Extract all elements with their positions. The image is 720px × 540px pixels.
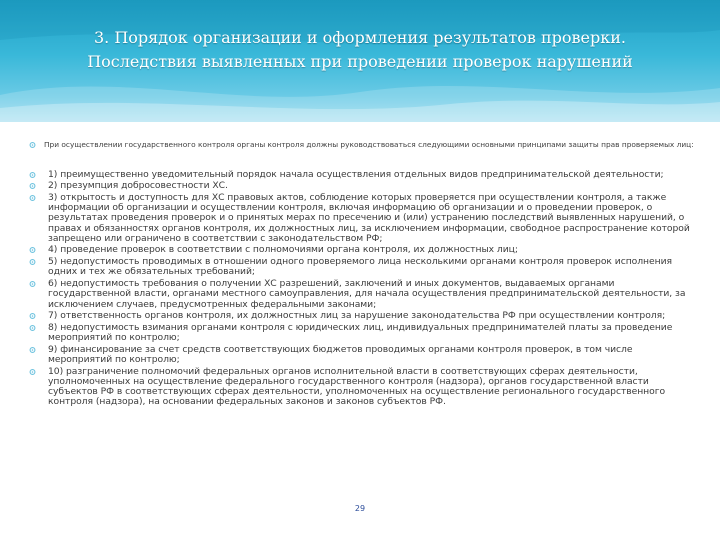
intro-text: При осуществлении государственного контроля органы контроля должны руководствоваться следующими основными принципами защиты прав проверяемых лиц: (44, 140, 694, 149)
page-number: 29 (354, 504, 366, 513)
bullet-icon (28, 324, 37, 332)
list-item (28, 170, 696, 180)
bullet-icon (28, 141, 37, 149)
list-item-text: 2) презумпция добросовестности ХС. (48, 180, 228, 192)
bullet-icon (28, 312, 37, 320)
list-item-text: 3) открытость и доступность для ХС правовых актов, соблюдение которых проверяется при осуществлении контроля, а также информации об организации и осуществлении контроля, включая информацию об организации и о проведении проверок, о результатах проведения проверок и о принятых мерах по пресечению и (или) устранению последствий выявленных нарушений, о правах и обязанностях органов контроля, их должностных лиц, за исключением информации, свободное распространение которой запрещено или ограничено в соответствии с законодательством РФ; (48, 191, 690, 244)
slide-title (30, 26, 690, 74)
list-item-text: 1) преимущественно уведомительный порядок начала осуществления отдельных видов предпринимательской деятельности; (48, 168, 664, 180)
list-item-text: 6) недопустимость требования о получении ХС разрешений, заключений и иных документов, выдаваемых органами государственной власти, органами местного самоуправления, для начала осуществления предпринимательской деятельности, за исключением случаев, предусмотренных федеральными законами; (48, 277, 686, 310)
list-item (28, 193, 696, 244)
list-item-text: 9) финансирование за счет средств соответствующих бюджетов проводимых органами контроля проверок, в том числе мероприятий по контролю; (48, 343, 633, 365)
bullet-icon (28, 368, 37, 376)
list-item-text: 4) проведение проверок в соответствии с полномочиями органа контроля, их должностных лиц; (48, 244, 518, 256)
bullet-icon (28, 258, 37, 266)
bullet-icon (28, 194, 37, 202)
list-item (28, 245, 696, 255)
list-item-text: 5) недопустимость проводимых в отношении одного проверяемого лица несколькими органами контроля проверок исполнения одних и тех же обязательных требований; (48, 256, 672, 278)
bullet-icon (28, 182, 37, 190)
slide-header (0, 0, 720, 122)
list-item (28, 323, 696, 344)
list-item (28, 345, 696, 366)
bullet-icon (28, 346, 37, 354)
list-item-text: 10) разграничение полномочий федеральных органов исполнительной власти в соответствующих сферах деятельности, уполномоченных на осуществление федерального государственного контроля (надзора), органов государственной власти субъектов РФ в соответствующих сферах деятельности, уполномоченных на осуществление регионального государственного контроля (надзора), на основании федеральных законов и законов субъектов РФ. (48, 365, 666, 408)
bullet-icon (28, 171, 37, 179)
list-item (28, 279, 696, 310)
title-line-2: Последствия выявленных при проведении проверок нарушений (87, 52, 633, 71)
list-item-text: 7) ответственность органов контроля, их должностных лиц за нарушение законодательства РФ при осуществлении контроля; (48, 310, 666, 322)
bullet-icon (28, 246, 37, 254)
title-line-1: 3. Порядок организации и оформления результатов проверки. (93, 28, 626, 47)
list-item (28, 181, 696, 191)
list-item-text: 8) недопустимость взимания органами контроля с юридических лиц, индивидуальных предпринимателей платы за проведение мероприятий по контролю; (48, 321, 673, 344)
list-item (28, 257, 696, 278)
list-item (28, 367, 696, 408)
slide-content (28, 140, 696, 409)
list-item (28, 311, 696, 321)
bullet-icon (28, 280, 37, 288)
intro-paragraph (28, 140, 696, 150)
